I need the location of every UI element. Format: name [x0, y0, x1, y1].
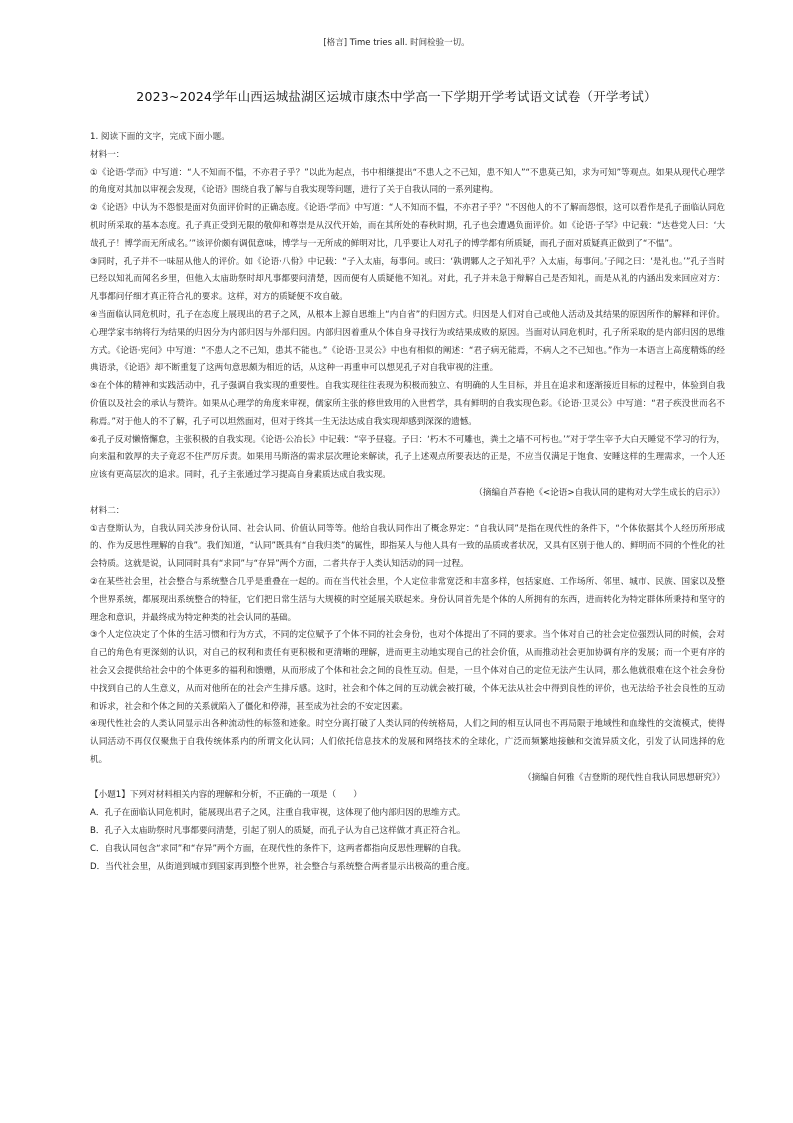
material2-paragraph: ②在某些社会里，社会整合与系统整合几乎是重叠在一起的。而在当代社会里，个人定位非常宽泛和丰富多样，包括家庭、工作场所、邻里、城市、民族、国家以及整个世界系统，都展现出系统整合的特征，它们把日常生活与大规模的时空延展关联起来。身份认同首先是个体的人所拥有的东西，进而转化为特定群体所秉持和坚守的理念和意识，并最终成为特定种类的社会认同的基础。 — [90, 576, 725, 623]
option-a: A．孔子在面临认同危机时，能展现出君子之风，注重自我审视，这体现了他内部归因的思维方式。 — [90, 808, 466, 819]
question-stem: 【小题1】下列对材料相关内容的理解和分析，不正确的一项是（ ） — [90, 790, 362, 801]
material1-label: 材料一： — [90, 149, 125, 160]
material1-paragraph: ⑤在个体的精神和实践活动中，孔子强调自我实现的重要性。自我实现往往表现为积极而独立、有明确的人生目标，并且在追求和逐渐接近目标的过程中，体验到自我价值以及社会的承认与赞许。如果从心理学的角度来审视，儒家所主张的修世致用的入世哲学，具有鲜明的自我实现色彩。《论语·卫灵公》中写道：“君子疾没世而名不称焉。”对于他人的不了解，孔子可以坦然面对，但对于终其一生无法达成自我实现却感到深深的遗憾。 — [90, 381, 725, 427]
document-title: 2023~2024学年山西运城盐湖区运城市康杰中学高一下学期开学考试语文试卷（开学考试） — [136, 89, 657, 104]
material2-paragraph: ①吉登斯认为，自我认同关涉身份认同、社会认同、价值认同等等。他给自我认同作出了概念界定：“自我认同”是指在现代性的条件下，“个体依据其个人经历所形成的、作为反思性理解的自我”。我们知道，“认同”既具有“自我归类”的属性，即指某人与他人具有一致的品质或者状况，又具有区别于他人的、鲜明而不同的个性化的社会特质。这就是说，认同同时具有“求同”与“存异”两个方面，二者共存于人类认知活动的同一过程。 — [90, 523, 725, 570]
material2-label: 材料二： — [90, 505, 125, 516]
material2-paragraph: ④现代性社会的人类认同显示出各种流动性的标签和迹象。时空分离打破了人类认同的传统格局，人们之间的相互认同也不再局限于地域性和血缘性的交流模式，使得认同活动不再仅仅聚焦于自我传统体系内的所谓文化认同；人们依托信息技术的发展和网络技术的全球化，广泛而频繁地接触和交流异质文化，引发了认同选择的危机。 — [90, 719, 725, 765]
option-c: C．自我认同包含“求同”和“存异”两个方面，在现代性的条件下，这两者都指向反思性理解的自我。 — [90, 843, 467, 854]
material1-paragraph: ①《论语·学而》中写道：“人不知而不愠，不亦君子乎？”以此为起点，书中相继提出“不患人之不己知，患不知人”“不患莫己知，求为可知”等观点。如果从现代心理学的角度对其加以审视会发现，《论语》围绕自我了解与自我实现等问题，进行了关于自我认同的一系列建构。 — [90, 167, 725, 196]
material1-paragraph: ③同时，孔子并不一味屈从他人的评价。如《论语·八佾》中记载：“子入太庙，每事问。或曰：‘孰谓鄹人之子知礼乎？入太庙，每事问。’子闻之曰：‘是礼也。’”孔子当时已经以知礼而闻名乡里，但他入太庙助祭时却凡事都要问清楚，因而便有人质疑他不知礼。对此，孔子并未急于辩解自己是否知礼，而是从礼的内涵出发来回应对方：凡事都问仔细才真正符合礼的要求。这样，对方的质疑便不攻自破。 — [90, 256, 725, 303]
material1-paragraph: ④当面临认同危机时，孔子在态度上展现出的君子之风，从根本上源自思维上“内自省”的归因方式。归因是人们对自己或他人活动及其结果的原因所作的解释和评价。心理学家韦纳将行为结果的归因分为内部归因与外部归因。内部归因着重从个体自身寻找行为或结果成败的原因。当面对认同危机时，孔子所采取的是内部归因的思维方式。《论语·宪问》中写道：“不患人之不己知，患其不能也。”《论语·卫灵公》中也有相似的阐述：“君子病无能焉，不病人之不己知也。”作为一本语言上高度精炼的经典语录，《论语》却不断重复了这两句意思颇为相近的话，从这种一再重申可以想见孔子对自我审视的注重。 — [90, 309, 725, 374]
document-content — [90, 129, 725, 876]
material2-paragraph: ③个人定位决定了个体的生活习惯和行为方式，不同的定位赋予了个体不同的社会身份，也对个体提出了不同的要求。当个体对自己的社会定位强烈认同的时候，会对自己的角色有更深刻的认识，对自己的权利和责任有更积极和更清晰的理解，进而更主动地实现自己的社会价值，从而推动社会更加协调有序的发展；而一个更有序的社会又会提供给社会中的个体更多的福利和馈赠，从而形成了个体和社会之间的良性互动。但是，一旦个体对自己的定位无法产生认同，那么他就很难在这个社会身份中找到自己的人生意义，从而对他所在的社会产生排斥感。这时，社会和个体之间的互动就会被打破，个体无法从社会中得到良性的评价，也无法给予社会良性的互动和诉求，社会和个体之间的关系就陷入了僵化和停滞，甚至成为社会的不安定因素。 — [90, 630, 725, 712]
question-intro: 1. 阅读下面的文字，完成下面小题。 — [90, 132, 230, 142]
material1-paragraph: ⑥孔子反对懒惰懈怠，主张积极的自我实现。《论语·公冶长》中记载：“宰予昼寝。子曰：‘朽木不可雕也，粪土之墙不可杇也。’”对于学生宰予大白天睡觉不学习的行为，向来温和敦厚的夫子竟忍不住严厉斥责。如果用马斯洛的需求层次理论来解读，孔子上述观点所要表达的正是，不应当仅满足于饱食、安睡这样的生理需求，一个人还应该有更高层次的追求。同时，孔子主张通过学习提高自身素质达成自我实现。 — [90, 434, 725, 481]
material2-source: （摘编自何雅《吉登斯的现代性自我认同思想研究》） — [523, 772, 725, 783]
material1-paragraph: ②《论语》中认为不怨恨是面对负面评价时的正确态度。《论语·学而》中写道：“人不知而不愠，不亦君子乎？”不因他人的不了解而怨恨，这可以看作是孔子面临认同危机时所采取的基本态度。孔子真正受到无限的敬仰和尊崇是从汉代开始，而在其所处的春秋时期，孔子也会遭遇负面评价。如《论语·子罕》中记载：“达巷党人曰：‘大哉孔子！博学而无所成名。’”该评价颇有调侃意味，博学与一无所成的鲜明对比，几乎要让人对孔子的博学都有所质疑，而孔子面对质疑真正做到了“不愠”。 — [90, 203, 725, 249]
header-motto: [格言] Time tries all. 时间检验一切。 — [323, 38, 470, 48]
option-b: B．孔子入太庙助祭时凡事都要问清楚，引起了别人的质疑，而孔子认为自己这样做才真正符合礼。 — [90, 826, 466, 837]
material1-source: （摘编自芦春艳《<论语>自我认同的建构对大学生成长的启示》） — [474, 487, 725, 498]
option-d: D．当代社会里，从街道到城市到国家再到整个世界，社会整合与系统整合两者显示出极高的重合度。 — [90, 861, 475, 872]
